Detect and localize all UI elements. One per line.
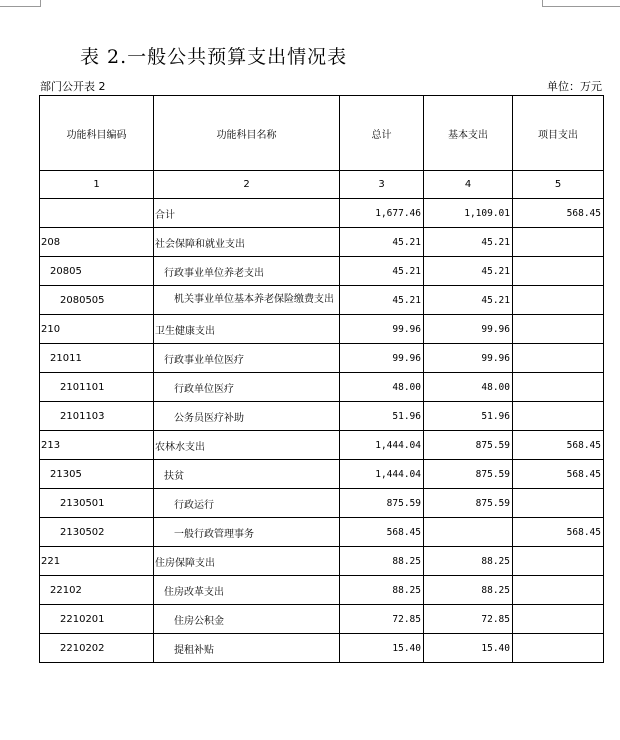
row-name-cell: 公务员医疗补助	[154, 402, 340, 431]
header-name: 功能科目名称	[154, 96, 340, 171]
column-number: 5	[513, 171, 604, 199]
row-project-cell	[513, 257, 604, 286]
header-code: 功能科目编码	[40, 96, 154, 171]
row-total-cell: 45.21	[340, 228, 424, 257]
row-project-cell	[513, 547, 604, 576]
row-code-cell	[40, 199, 154, 228]
row-total-cell: 88.25	[340, 576, 424, 605]
row-name-cell: 机关事业单位基本养老保险缴费支出	[154, 286, 340, 315]
row-basic-cell: 99.96	[424, 315, 513, 344]
row-total-cell: 15.40	[340, 634, 424, 663]
row-code-cell: 21305	[40, 460, 154, 489]
department-table-label: 部门公开表 2	[40, 80, 106, 93]
row-name-cell: 合计	[154, 199, 340, 228]
row-name-cell: 行政单位医疗	[154, 373, 340, 402]
row-name-cell: 行政事业单位养老支出	[154, 257, 340, 286]
row-code-cell: 2080505	[40, 286, 154, 315]
unit-label: 单位：万元	[547, 80, 602, 93]
row-code-cell: 221	[40, 547, 154, 576]
header-project: 项目支出	[513, 96, 604, 171]
row-code-cell: 2101103	[40, 402, 154, 431]
table-row	[40, 344, 604, 373]
row-name-cell: 一般行政管理事务	[154, 518, 340, 547]
row-name-cell: 行政事业单位医疗	[154, 344, 340, 373]
row-basic-cell: 88.25	[424, 576, 513, 605]
row-basic-cell: 875.59	[424, 489, 513, 518]
row-project-cell	[513, 344, 604, 373]
row-basic-cell: 875.59	[424, 460, 513, 489]
row-name-cell: 农林水支出	[154, 431, 340, 460]
row-total-cell: 72.85	[340, 605, 424, 634]
row-total-cell: 99.96	[340, 315, 424, 344]
table-header-row	[40, 96, 604, 171]
table-row	[40, 373, 604, 402]
row-project-cell	[513, 315, 604, 344]
row-basic-cell: 15.40	[424, 634, 513, 663]
row-name-cell: 提租补贴	[154, 634, 340, 663]
row-project-cell	[513, 228, 604, 257]
page-title: 表 2.一般公共预算支出情况表	[80, 46, 348, 68]
row-name-cell: 住房公积金	[154, 605, 340, 634]
table-row	[40, 228, 604, 257]
table-row	[40, 634, 604, 663]
table-row	[40, 315, 604, 344]
row-basic-cell: 45.21	[424, 257, 513, 286]
page-corner-mark-right	[542, 0, 620, 7]
row-project-cell: 568.45	[513, 518, 604, 547]
row-code-cell: 22102	[40, 576, 154, 605]
row-project-cell: 568.45	[513, 460, 604, 489]
row-project-cell	[513, 402, 604, 431]
table-row	[40, 547, 604, 576]
row-code-cell: 2130502	[40, 518, 154, 547]
row-project-cell	[513, 576, 604, 605]
row-basic-cell: 88.25	[424, 547, 513, 576]
row-code-cell: 2210202	[40, 634, 154, 663]
column-number: 3	[340, 171, 424, 199]
row-total-cell: 1,444.04	[340, 460, 424, 489]
column-number: 2	[154, 171, 340, 199]
row-code-cell: 2101101	[40, 373, 154, 402]
row-project-cell	[513, 286, 604, 315]
row-total-cell: 875.59	[340, 489, 424, 518]
row-project-cell	[513, 373, 604, 402]
row-project-cell: 568.45	[513, 199, 604, 228]
table-row	[40, 460, 604, 489]
row-code-cell: 21011	[40, 344, 154, 373]
row-project-cell	[513, 489, 604, 518]
table-column-number-row	[40, 171, 604, 199]
row-code-cell: 2210201	[40, 605, 154, 634]
table-row	[40, 489, 604, 518]
row-name-cell: 卫生健康支出	[154, 315, 340, 344]
row-basic-cell: 45.21	[424, 286, 513, 315]
row-code-cell: 213	[40, 431, 154, 460]
row-basic-cell: 99.96	[424, 344, 513, 373]
header-total: 总计	[340, 96, 424, 171]
page-corner-mark-left	[0, 0, 41, 7]
row-basic-cell: 48.00	[424, 373, 513, 402]
row-basic-cell: 875.59	[424, 431, 513, 460]
row-name-cell: 社会保障和就业支出	[154, 228, 340, 257]
table-row	[40, 605, 604, 634]
row-total-cell: 568.45	[340, 518, 424, 547]
table-row	[40, 199, 604, 228]
row-total-cell: 51.96	[340, 402, 424, 431]
column-number: 4	[424, 171, 513, 199]
row-total-cell: 45.21	[340, 257, 424, 286]
row-basic-cell: 45.21	[424, 228, 513, 257]
table-row	[40, 286, 604, 315]
row-total-cell: 88.25	[340, 547, 424, 576]
row-code-cell: 208	[40, 228, 154, 257]
table-row	[40, 431, 604, 460]
row-name-cell: 行政运行	[154, 489, 340, 518]
row-total-cell: 48.00	[340, 373, 424, 402]
row-total-cell: 99.96	[340, 344, 424, 373]
expenditure-table	[39, 95, 604, 663]
row-project-cell	[513, 634, 604, 663]
table-row	[40, 518, 604, 547]
header-basic: 基本支出	[424, 96, 513, 171]
row-name-cell: 住房保障支出	[154, 547, 340, 576]
row-project-cell	[513, 605, 604, 634]
row-basic-cell: 51.96	[424, 402, 513, 431]
table-row	[40, 402, 604, 431]
row-basic-cell: 72.85	[424, 605, 513, 634]
column-number: 1	[40, 171, 154, 199]
row-basic-cell	[424, 518, 513, 547]
row-total-cell: 1,444.04	[340, 431, 424, 460]
row-code-cell: 210	[40, 315, 154, 344]
row-total-cell: 1,677.46	[340, 199, 424, 228]
row-total-cell: 45.21	[340, 286, 424, 315]
row-code-cell: 20805	[40, 257, 154, 286]
table-row	[40, 257, 604, 286]
table-row	[40, 576, 604, 605]
row-name-cell: 住房改革支出	[154, 576, 340, 605]
row-code-cell: 2130501	[40, 489, 154, 518]
row-basic-cell: 1,109.01	[424, 199, 513, 228]
row-project-cell: 568.45	[513, 431, 604, 460]
row-name-cell: 扶贫	[154, 460, 340, 489]
